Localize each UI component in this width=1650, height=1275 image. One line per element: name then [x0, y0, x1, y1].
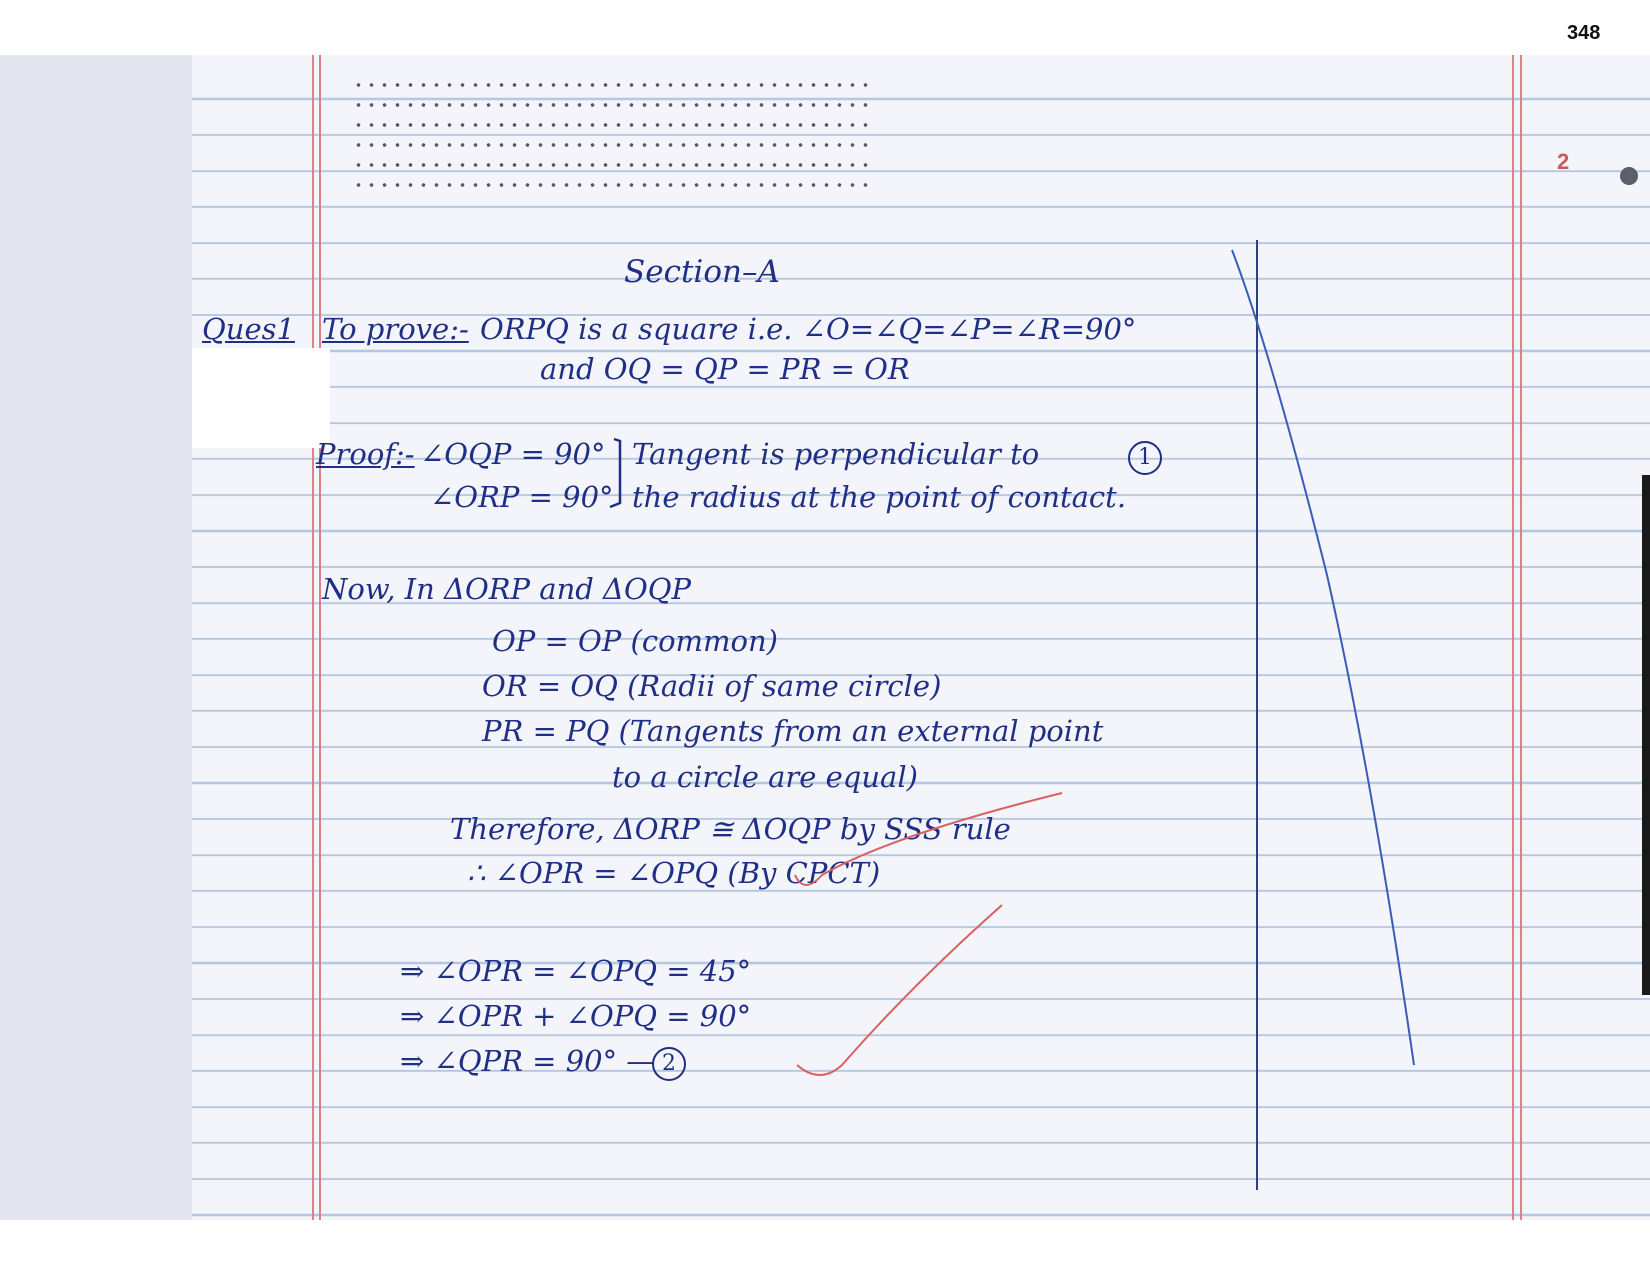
proof-step-2: ∠ORP = 90°: [430, 480, 614, 514]
section-title: Section–A: [624, 254, 780, 290]
grader-marks: [192, 55, 1650, 1220]
to-prove-line-1: ORPQ is a square i.e. ∠O=∠Q=∠P=∠R=90°: [480, 312, 1137, 346]
congruence-line-1: OP = OP (common): [492, 624, 778, 658]
bottom-strip: [0, 1220, 1650, 1275]
now-statement: Now, In ΔORP and ΔOQP: [322, 572, 692, 606]
left-background: [0, 55, 192, 1220]
top-strip: [0, 0, 1650, 55]
grader-tick-2: [797, 905, 1002, 1075]
proof-bracket: [610, 439, 620, 507]
congruence-line-3: PR = PQ (Tangents from an external point: [482, 714, 1104, 748]
result-line-1: ⇒ ∠OPR = ∠OPQ = 45°: [400, 954, 752, 988]
result-line-2: ⇒ ∠OPR + ∠OPQ = 90°: [400, 999, 752, 1033]
proof-step-1: ∠OQP = 90°: [420, 437, 606, 471]
therefore-line: Therefore, ΔORP ≅ ΔOQP by SSS rule: [450, 812, 1011, 846]
question-label: Ques1: [202, 312, 295, 346]
page-total: 348: [1567, 22, 1601, 44]
to-prove-label: To prove:-: [322, 312, 469, 346]
sheet-number: 2: [1557, 149, 1570, 174]
notebook-page: [192, 55, 1650, 1220]
congruence-line-4: to a circle are equal): [612, 760, 918, 794]
proof-label: Proof:-: [316, 437, 415, 471]
cpct-line: ∴ ∠OPR = ∠OPQ (By CPCT): [467, 856, 881, 890]
examiner-slash: [1232, 250, 1414, 1065]
reason-line-2: the radius at the point of contact.: [632, 480, 1127, 514]
reference-circle-1: 1: [1128, 441, 1162, 475]
reference-circle-2: 2: [652, 1047, 686, 1081]
reason-line-1: Tangent is perpendicular to: [632, 437, 1040, 471]
congruence-line-2: OR = OQ (Radii of same circle): [482, 669, 942, 703]
grader-tick-1: [795, 793, 1062, 885]
result-line-3: ⇒ ∠QPR = 90° —: [400, 1044, 656, 1078]
to-prove-line-2: and OQ = QP = PR = OR: [540, 352, 910, 386]
